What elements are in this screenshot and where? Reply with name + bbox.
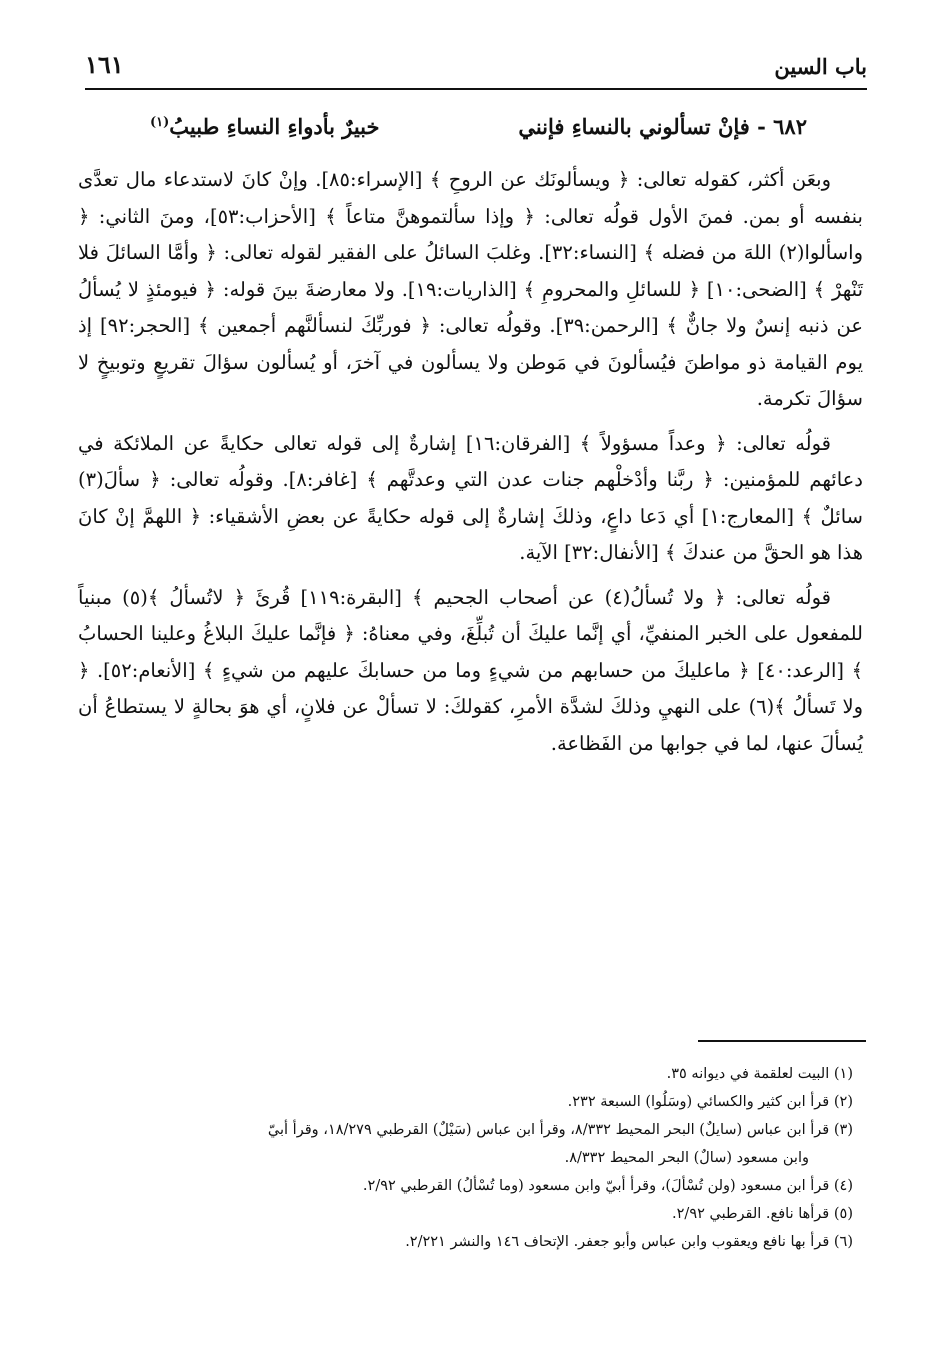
footnote — [86, 1172, 853, 1200]
page-header — [85, 48, 867, 90]
footnote-number: (٤) — [833, 1178, 853, 1194]
main-text — [78, 162, 863, 770]
footnote-text: قرأ بها نافع ويعقوب وابن عباس وأبو جعفر. الإتحاف ١٤٦ والنشر ٢/٢٢١. — [405, 1234, 830, 1250]
footnote — [86, 1088, 853, 1116]
page-number: ١٦١ — [85, 50, 124, 79]
footnote-number: (٦) — [833, 1234, 853, 1250]
footnote — [86, 1116, 853, 1144]
footnote-text: قرأها نافع. القرطبي ٢/٩٢. — [672, 1206, 830, 1222]
paragraph: قولُه تعالى: ﴿ ولا تُسألُ(٤) عن أصحاب الجحيم ﴾ [البقرة:١١٩] قُرئَ ﴿ لاتُسألُ ﴾(٥) مبنياً للمفعول على الخبر المنفيِّ، أي إنَّما عليكَ أن تُبلِّغَ، وفي معناهُ: ﴿ فإنَّما عليكَ البلاغُ وعلينا الحسابُ ﴾ [الرعد:٤٠] ﴿ ماعليكَ من حسابهم من شيءٍ وما من حسابكَ عليهم من شيءٍ ﴾ [الأنعام:٥٢]. ﴿ ولا تَسألُ ﴾(٦) على النهيِ وذلكَ لشدَّة الأمرِ، كقولكَ: لا تسألْ عن فلانٍ، أي هوَ بحالةٍ لا يستطاعُ أن يُسألَ عنها، لما في جوابها من الفَظاعة. — [78, 585, 863, 755]
footnote-text: قرأ ابن كثير والكسائي (وسَلُوا) السبعة ٢٣٢. — [567, 1094, 830, 1110]
footnote-text: البيت لعلقمة في ديوانه ٣٥. — [666, 1066, 830, 1082]
footnote-number: (٢) — [833, 1094, 853, 1110]
footnote — [86, 1228, 853, 1256]
footnotes — [86, 1060, 853, 1256]
footnote-number: (١) — [833, 1066, 853, 1082]
footnote-number: (٣) — [833, 1122, 853, 1138]
footnote-text: وابن مسعود (سالٌ) البحر المحيط ٨/٣٣٢. — [564, 1150, 809, 1166]
verse-second-hemistich-text: خبيرٌ بأدواءِ النساءِ طبيبُ — [169, 114, 380, 139]
paragraph: قولُه تعالى: ﴿ وعداً مسؤولاً ﴾ [الفرقان:١٦] إشارةٌ إلى قوله تعالى حكايةً عن الملائكة في دعائهم للمؤمنين: ﴿ ربَّنا وأدْخلْهم جنات عدن التي وعدتَّهم ﴾ [غافر:٨]. وقولُه تعالى: ﴿ سألَ(٣) سائلٌ ﴾ [المعارج:١] أي دَعا داعٍ، وذلكَ إشارةٌ إلى قوله حكايةً عن بعضِ الأشقياء: ﴿ اللهمَّ إنْ كانَ هذا هو الحقَّ من عندكَ ﴾ [الأنفال:٣٢] الآية. — [78, 431, 863, 564]
footnote-number: (٥) — [833, 1206, 853, 1222]
footnote-text: قرأ ابن مسعود (ولن تُسْألَ)، وقرأ أبيّ وابن مسعود (وما تُسْألُ) القرطبي ٢/٩٢. — [362, 1178, 830, 1194]
chapter-title: باب السين — [774, 54, 867, 79]
footnote — [86, 1200, 853, 1228]
paragraph: وبعَن أكثر، كقوله تعالى: ﴿ ويسألونَك عن الروحِ ﴾ [الإسراء:٨٥]. وإنْ كانَ لاستدعاء مال تعدَّى بنفسه أو بمن. فمنَ الأول قولُه تعالى: ﴿ وإذا سألتموهنَّ متاعاً ﴾ [الأحزاب:٥٣]، ومنَ الثاني: ﴿ واسألوا(٢) اللهَ من فضله ﴾ [النساء:٣٢]. وغلبَ السائلُ على الفقير لقوله تعالى: ﴿ وأمَّا السائلَ فلا تَنْهرْ ﴾ [الضحى:١٠] ﴿ للسائلِ والمحرومِ ﴾ [الذاريات:١٩]. ولا معارضةَ بينَ قوله: ﴿ فيومئذٍ لا يُسألُ عن ذنبه إنسٌ ولا جانٌّ ﴾ [الرحمن:٣٩]. وقولُه تعالى: ﴿ فوربِّكَ لنسألنَّهم أجمعين ﴾ [الحجر:٩٢] إذ يوم القيامة ذو مواطنَ فيُسألونَ في مَوطن ولا يسألون في آخرَ، أو يُسألون سؤالَ تقريعٍ وتوبيخٍ لا سؤالَ تكرمة. — [78, 168, 863, 410]
verse-first-hemistich: ٦٨٢ - فإنْ تسألوني بالنساءِ فإنني — [518, 114, 807, 139]
footnote-continuation — [86, 1144, 853, 1172]
footnote — [86, 1060, 853, 1088]
footnote-text: قرأ ابن عباس (سايلٌ) البحر المحيط ٨/٣٣٢، وقرأ ابن عباس (سَيْلٌ) القرطبي ١٨/٢٧٩، وقرأ أبيّ — [267, 1122, 830, 1138]
footnote-ref: (١) — [150, 115, 170, 130]
verse-second-hemistich — [150, 114, 380, 139]
footnote-separator — [698, 1040, 866, 1042]
poetry-verse — [150, 108, 807, 148]
